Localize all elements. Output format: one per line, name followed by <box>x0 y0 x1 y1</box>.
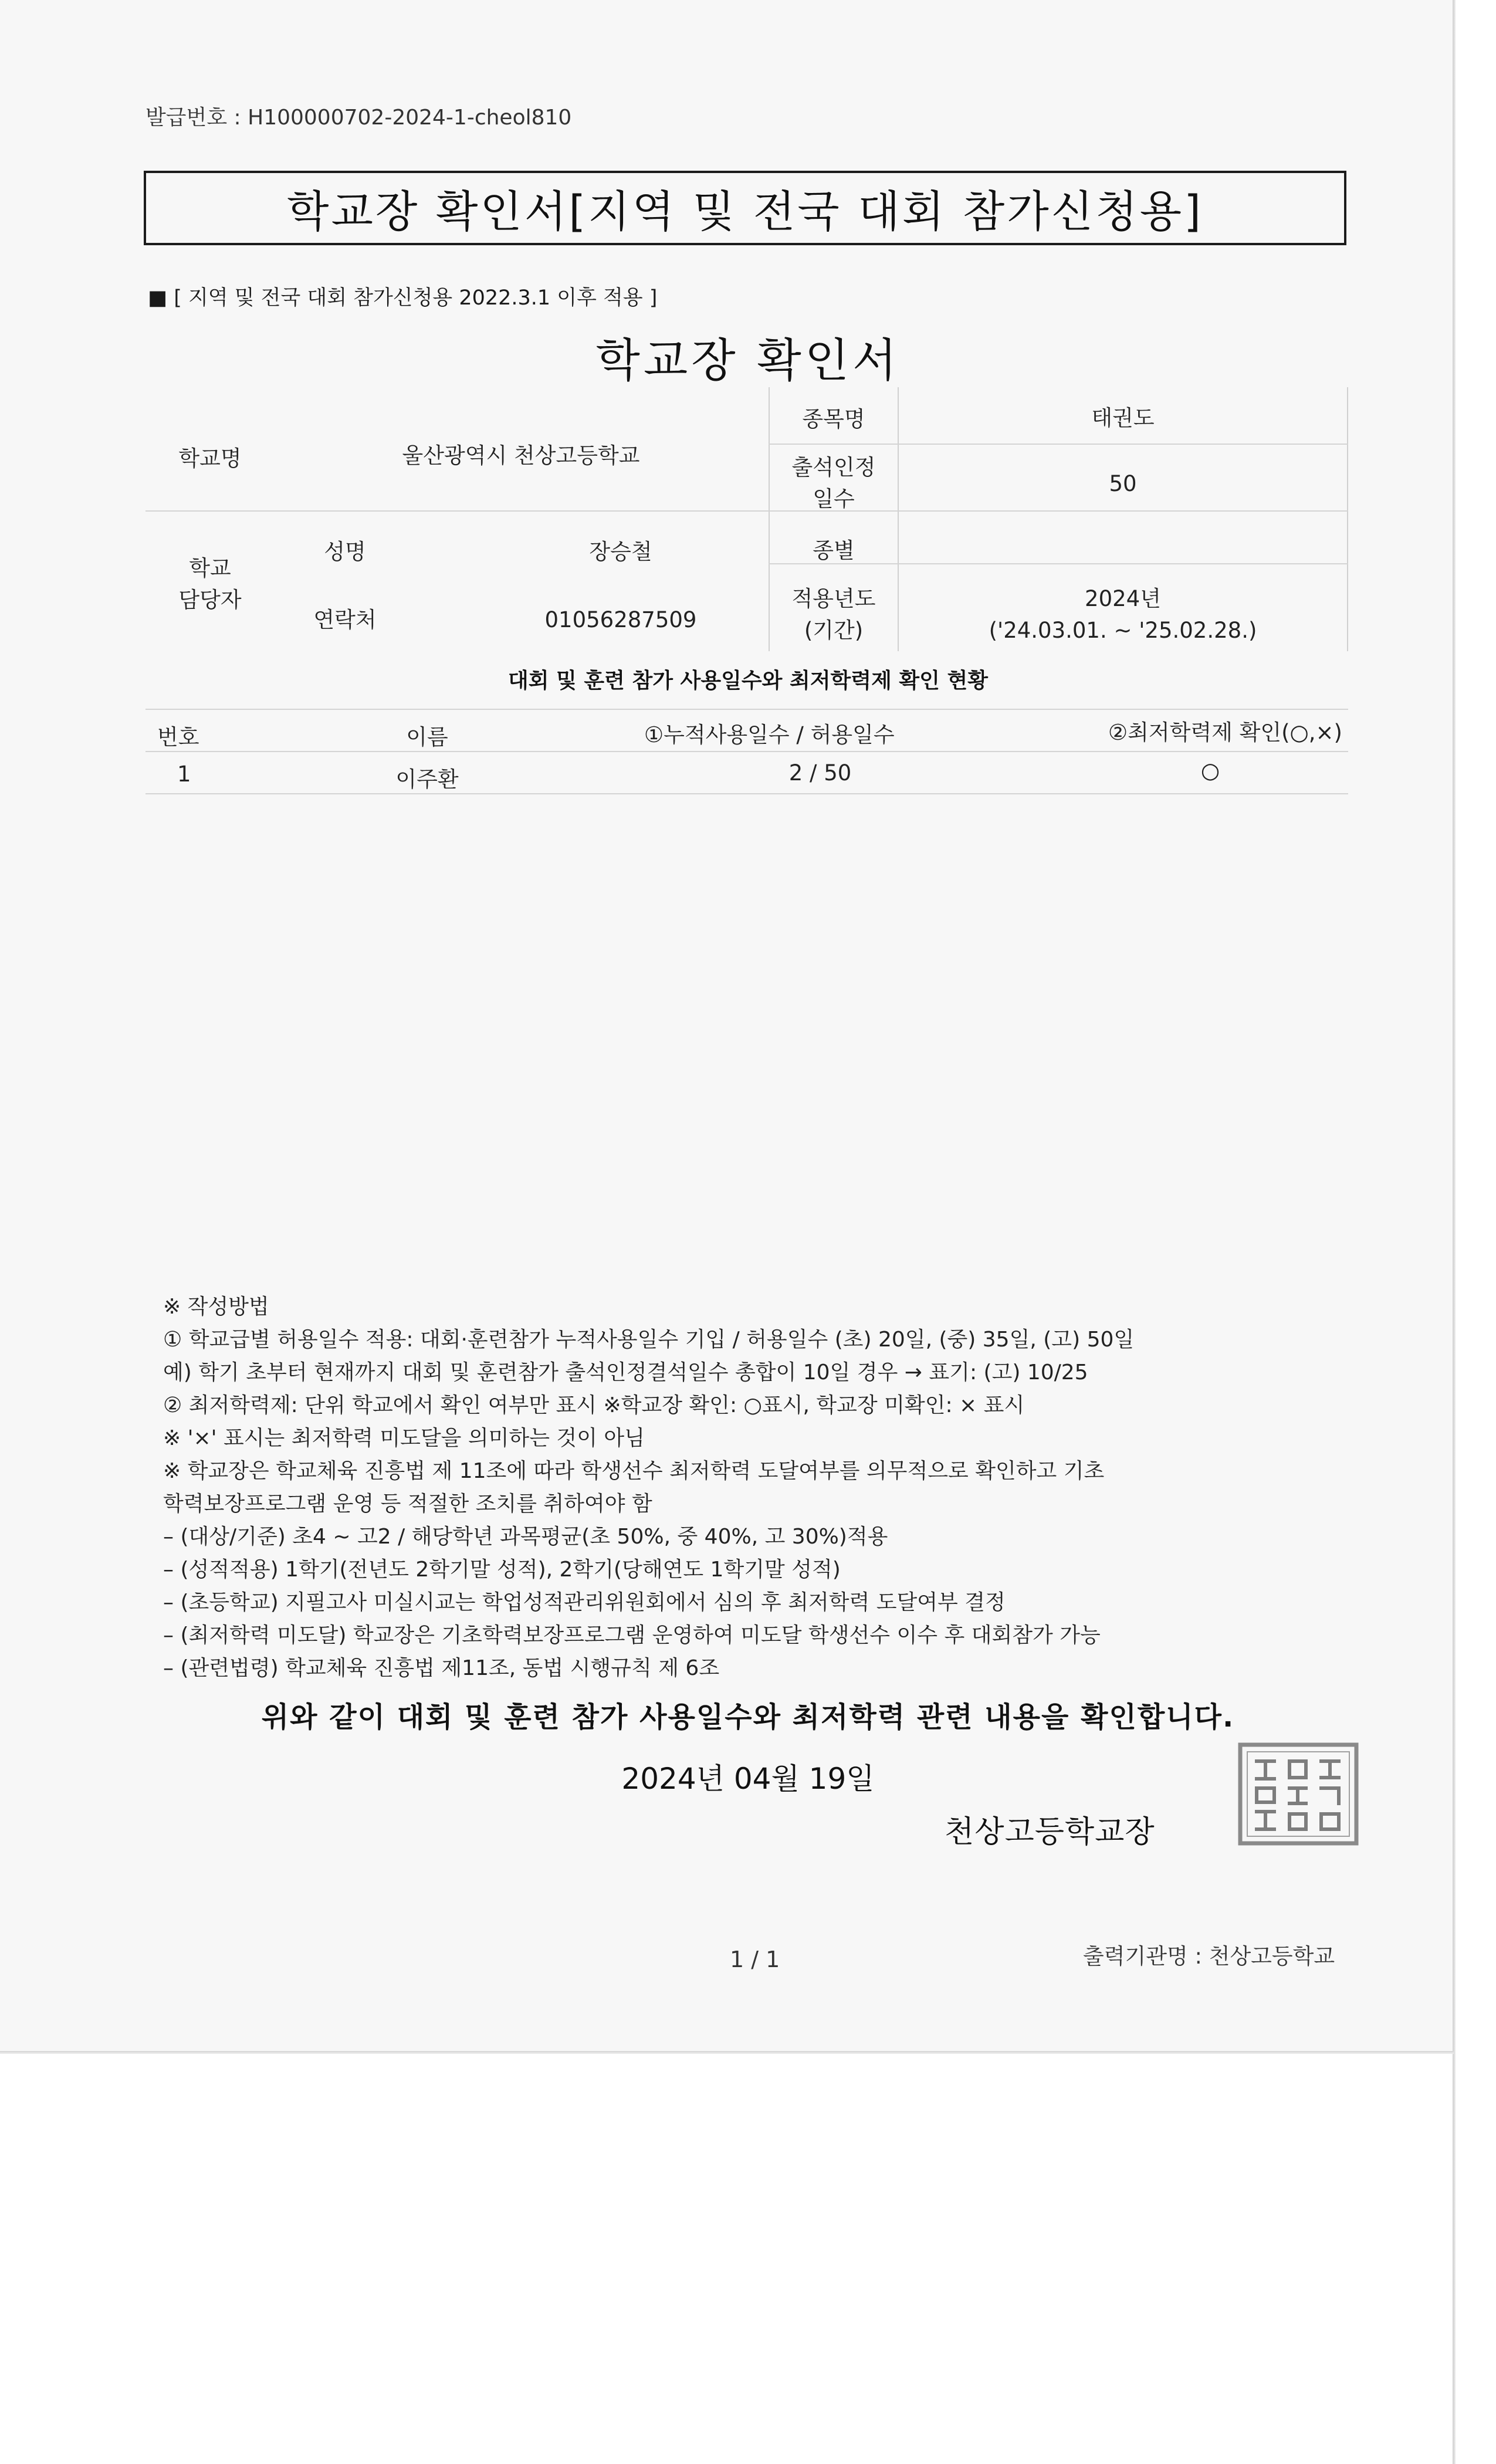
confirmation-statement: 위와 같이 대회 및 훈련 참가 사용일수와 최저학력 관련 내용을 확인합니다. <box>261 1701 1235 1734</box>
note-line: – (대상/기준) 초4 ~ 고2 / 해당학년 과목평균(초 50%, 중 40%, 고 30%)적용 <box>163 1525 888 1549</box>
attendance-label: 출석인정 일수 <box>791 455 876 512</box>
contact-label: 연락처 <box>313 607 377 632</box>
name-value: 장승철 <box>589 539 652 564</box>
year-value: 2024년 ('24.03.01. ~ '25.02.28.) <box>989 586 1257 643</box>
note-line: ① 학교급별 허용일수 적용: 대회·훈련참가 누적사용일수 기입 / 허용일수 (초) 20일, (중) 35일, (고) 50일 <box>163 1328 1135 1352</box>
page-number: 1 / 1 <box>730 1947 780 1972</box>
name-label: 성명 <box>324 539 366 564</box>
note-line: – (최저학력 미도달) 학교장은 기초학력보장프로그램 운영하여 미도달 학생선수 이수 후 대회참가 가능 <box>163 1623 1101 1647</box>
document-title: 학교장 확인서[지역 및 전국 대회 참가신청용] <box>286 186 1204 237</box>
year-label: 적용년도 (기간) <box>791 586 876 643</box>
main-title: 학교장 확인서 <box>595 334 901 387</box>
writing-instructions <box>163 1291 1134 1685</box>
paper-edge-bottom <box>0 2051 1454 2054</box>
table-cell-no: 1 <box>177 761 191 787</box>
sport-value: 태권도 <box>1091 405 1155 431</box>
note-line: – (초등학교) 지필고사 미실시교는 학업성적관리위원회에서 심의 후 최저학력 도달여부 결정 <box>163 1590 1006 1615</box>
table-rule <box>145 709 1348 710</box>
issue-number: 발급번호 : H100000702-2024-1-cheol810 <box>145 106 572 130</box>
note-line: ※ '×' 표시는 최저학력 미도달을 의미하는 것이 아님 <box>163 1426 645 1450</box>
contact-value: 01056287509 <box>544 607 697 632</box>
table-cell-name: 이주환 <box>395 767 459 792</box>
section-note: ■ [ 지역 및 전국 대회 참가신청용 2022.3.1 이후 적용 ] <box>148 286 658 310</box>
table-header-min-academic: ②최저학력제 확인(○,×) <box>1108 720 1342 745</box>
school-label: 학교명 <box>178 446 242 471</box>
note-line: – (성적적용) 1학기(전년도 2학기말 성적), 2학기(당해연도 1학기말 성적) <box>163 1558 841 1582</box>
usage-table <box>145 709 1348 797</box>
principal-name: 천상고등학교장 <box>945 1815 1155 1850</box>
note-line: ② 최저학력제: 단위 학교에서 확인 여부만 표시 ※학교장 확인: ○표시, 학교장 미확인: × 표시 <box>163 1393 1025 1417</box>
sport-label: 종목명 <box>802 407 865 432</box>
note-line: 학력보장프로그램 운영 등 적절한 조치를 취하여야 함 <box>163 1492 652 1516</box>
info-grid <box>145 387 1348 651</box>
table-rule <box>145 793 1348 794</box>
grid-divider <box>145 510 1348 512</box>
note-line: ※ 학교장은 학교체육 진흥법 제 11조에 따라 학생선수 최저학력 도달여부를 의무적으로 확인하고 기초 <box>163 1459 1105 1483</box>
issuing-institution: 출력기관명 : 천상고등학교 <box>1083 1944 1335 1969</box>
note-line: 예) 학기 초부터 현재까지 대회 및 훈련참가 출석인정결석일수 총합이 10일 경우 → 표기: (고) 10/25 <box>163 1360 1088 1385</box>
official-seal-icon <box>1237 1741 1360 1847</box>
attendance-value: 50 <box>1109 471 1137 496</box>
notes-heading: ※ 작성방법 <box>163 1295 269 1319</box>
school-value: 울산광역시 천상고등학교 <box>402 443 640 468</box>
table-header-name: 이름 <box>406 725 448 750</box>
table-cell-min-academic: ○ <box>1200 758 1220 783</box>
document-title-box <box>144 171 1346 245</box>
note-line: – (관련법령) 학교체육 진흥법 제11조, 동법 시행규칙 제 6조 <box>163 1656 720 1680</box>
table-cell-usage: 2 / 50 <box>788 760 852 786</box>
manager-label: 학교 담당자 <box>178 556 242 612</box>
grid-divider <box>769 444 1348 445</box>
table-header-usage: ①누적사용일수 / 허용일수 <box>644 722 895 747</box>
issue-date: 2024년 04월 19일 <box>621 1762 875 1796</box>
table-header-no: 번호 <box>157 725 199 750</box>
grid-divider <box>1347 387 1348 651</box>
table-rule <box>145 751 1348 752</box>
category-label: 종별 <box>813 538 855 563</box>
table-caption: 대회 및 훈련 참가 사용일수와 최저학력제 확인 현황 <box>507 669 989 693</box>
